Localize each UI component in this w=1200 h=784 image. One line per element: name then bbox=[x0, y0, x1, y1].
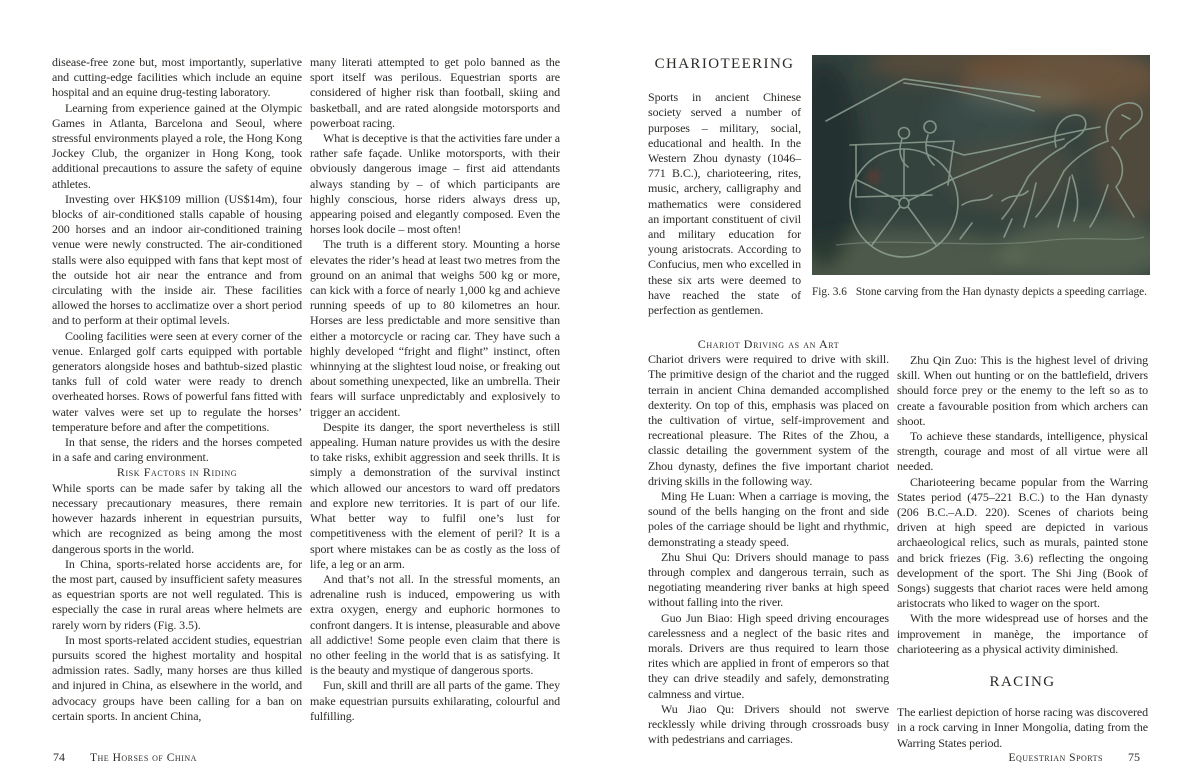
running-title: The Horses of China bbox=[90, 752, 197, 764]
paragraph: The truth is a different story. Mounting a horse elevates the rider’s head at least two metres from the ground on an animal that weighs 500 kg or more, can kick with a force of nearly 1,000 kg and achieve running speeds of up to 80 kilometres an hour. Horses are less predictable and more sensitive than either a motorcycle or racing car. They have such a highly developed “fright and flight” instinct, often whinnying at the slightest loud noise, or freaking out about something unexpected, like an umbrella. Their fears will surface unpredictably and explosively to trigger an accident. bbox=[310, 237, 560, 419]
paragraph: Despite its danger, the sport nevertheless is still appealing. Human nature provides us with the desire to take risks, exhibit aggression and seek thrills. It is simply a demonstration of the survival instinct which allowed our ancestors to ward off predators and explore new territories. It is part of our life. What better way to fulfil one’s lust for competitiveness with the element of peril? It is a sport where mistakes can be as costly as the loss of life, a leg or an arm. bbox=[310, 419, 560, 571]
section-heading-chariot-driving: Chariot Driving as an Art bbox=[697, 337, 840, 351]
paragraph: The earliest depiction of horse racing was discovered in a rock carving in Inner Mongolia, dating from the Warring States period. bbox=[897, 705, 1148, 750]
paragraph: In that sense, the riders and the horses competed in a safe and caring environment. bbox=[52, 435, 302, 465]
chapter-heading-charioteering: CHARIOTEERING bbox=[654, 56, 795, 72]
figure-caption bbox=[812, 285, 1150, 299]
paragraph: Ming He Luan: When a carriage is moving, the sound of the bells hanging on the front and side poles of the carriage should be light and rhythmic, demonstrating a steady speed. bbox=[648, 489, 889, 549]
paragraph: In most sports-related accident studies, equestrian pursuits scored the highest mortality and hospital admission rates. Sadly, many horses are thus killed and injured in China, as elsewhere in the world, and advocacy groups have been calling for a ban on certain sports. In ancient China, bbox=[52, 632, 302, 723]
paragraph: What is deceptive is that the activities fare under a rather safe façade. Unlike motorsports, with their obviously dangerous image – first aid attendants always standing by – of which participants are highly conscious, horse riders always dress up, appearing poised and elegantly composed. Even the horses look docile – most often! bbox=[310, 131, 560, 237]
paragraph: Investing over HK$109 million (US$14m), four blocks of air-conditioned stalls capable of housing 200 horses and an indoor air-conditioned training venue were newly constructed. The air-conditioned stalls were also equipped with fans that kept most of the outside hot air near the entrance and from circulating with the inside air. These facilities allowed the horses to acclimatize over a short period and to perform at their optimal levels. bbox=[52, 191, 302, 328]
paragraph: Cooling facilities were seen at every corner of the venue. Enlarged golf carts equipped with portable generators alongside hoses and bathtub-sized plastic tanks full of cold water were ready to drench overheated horses. Rows of powerful fans fitted with water valves were set up to regulate the horses’ temperature before and after the competitions. bbox=[52, 328, 302, 434]
paragraph: With the more widespread use of horses and the improvement in manège, the importance of charioteering as a physical activity diminished. bbox=[897, 611, 1148, 656]
paragraph: Charioteering became popular from the Warring States period (475–221 B.C.) to the Han dynasty (206 B.C.–A.D. 220). Scenes of chariots being driven at high speed are depicted in various archaeological relics, such as murals, painted stone and brick friezes (Fig. 3.6) reflecting the ongoing development of the sport. The Shi Jing (Book of Songs) suggests that chariot races were held among aristocrats who liked to wager on the sport. bbox=[897, 474, 1148, 611]
left-page-footer bbox=[53, 750, 197, 765]
section-heading-risk-factors: Risk Factors in Riding bbox=[116, 465, 238, 480]
figure-label: Fig. 3.6 bbox=[812, 286, 847, 298]
paragraph: Sports in ancient Chinese society served a number of purposes – military, social, educational and health. In the Western Zhou dynasty (1046–771 B.C.), charioteering, rites, music, archery, calligraphy and mathematics were considered an important constituent of civil and military education for young aristocrats. According to Confucius, men who excelled in these six arts were deemed to have reached the state of perfection as gentlemen. bbox=[648, 90, 801, 318]
paragraph: Zhu Qin Zuo: This is the highest level of driving skill. When out hunting or on the battlefield, drivers should force prey or the enemy to the left so as to create a favourable position from which archers can shoot. bbox=[897, 353, 1148, 428]
figure-3-6 bbox=[812, 55, 1150, 299]
page-number: 75 bbox=[1128, 750, 1140, 764]
paragraph: While sports can be made safer by taking all the necessary precautionary measures, there remain however hazards inherent in equestrian pursuits, which are recognized as being among the most dangerous sports in the world. bbox=[52, 480, 302, 556]
page-number: 74 bbox=[53, 750, 65, 764]
paragraph: many literati attempted to get polo banned as the sport itself was perilous. Equestrian sports are considered of higher risk than football, skiing and basketball, and are rated alongside motorsports and powerboat racing. bbox=[310, 55, 560, 130]
stone-carving-image bbox=[812, 55, 1150, 275]
paragraph: And that’s not all. In the stressful moments, an adrenaline rush is induced, empowering us with extra oxygen, energy and euphoric hormones to confront dangers. It is intense, pleasurable and above all addictive! Some people even claim that there is no other feeling in the world that is as satisfying. It is the beauty and mystique of dangerous sports. bbox=[310, 571, 560, 678]
right-page-footer bbox=[1008, 750, 1140, 765]
right-page-column-2 bbox=[897, 337, 1148, 751]
running-title: Equestrian Sports bbox=[1008, 752, 1103, 764]
paragraph: Chariot drivers were required to drive with skill. The primitive design of the chariot and the rugged terrain in ancient China demanded accomplished dexterity. On top of this, emphasis was placed on the cultivation of virtue, self-improvement and recreational pleasure. The Rites of the Zhou, a classic detailing the government system of the Zhou dynasty, defines the five important chariot driving skills in the following way. bbox=[648, 352, 889, 488]
paragraph: disease-free zone but, most importantly, superlative and cutting-edge facilities which include an equine hospital and an equine drug-testing laboratory. bbox=[52, 55, 302, 100]
paragraph: In China, sports-related horse accidents are, for the most part, caused by insufficient safety measures as equestrian sports are not well regulated. This is especially the case in rural areas where helmets are rarely worn by riders (Fig. 3.5). bbox=[52, 556, 302, 632]
left-page-column-1 bbox=[52, 55, 302, 724]
right-page-column-1 bbox=[648, 337, 889, 747]
chapter-heading-racing: RACING bbox=[989, 674, 1056, 691]
right-page-intro-column bbox=[648, 57, 801, 318]
paragraph: Guo Jun Biao: High speed driving encourages carelessness and a neglect of the basic rites and morals. Drivers are thus required to learn those rites which are applied in front of emperors so that they can drive steadily and safely, demonstrating calmness and virtue. bbox=[648, 610, 889, 701]
paragraph: Wu Jiao Qu: Drivers should not swerve recklessly while driving through crossroads busy with pedestrians and carriages. bbox=[648, 701, 889, 747]
left-page-column-2 bbox=[310, 55, 560, 724]
figure-caption-text: Stone carving from the Han dynasty depicts a speeding carriage. bbox=[855, 286, 1147, 298]
paragraph: Zhu Shui Qu: Drivers should manage to pass through complex and dangerous terrain, such as negotiating meandering river banks at high speed without falling into the river. bbox=[648, 549, 889, 610]
paragraph: Fun, skill and thrill are all parts of the game. They make equestrian pursuits exhilarating, colourful and fulfilling. bbox=[310, 678, 560, 723]
paragraph: Learning from experience gained at the Olympic Games in Atlanta, Barcelona and Seoul, where stressful environments played a role, the Hong Kong Jockey Club, the organizer in Hong Kong, took additional precautions to assure the safety of equine athletes. bbox=[52, 100, 302, 191]
paragraph: To achieve these standards, intelligence, physical strength, courage and most of all virtue were all needed. bbox=[897, 429, 1148, 474]
